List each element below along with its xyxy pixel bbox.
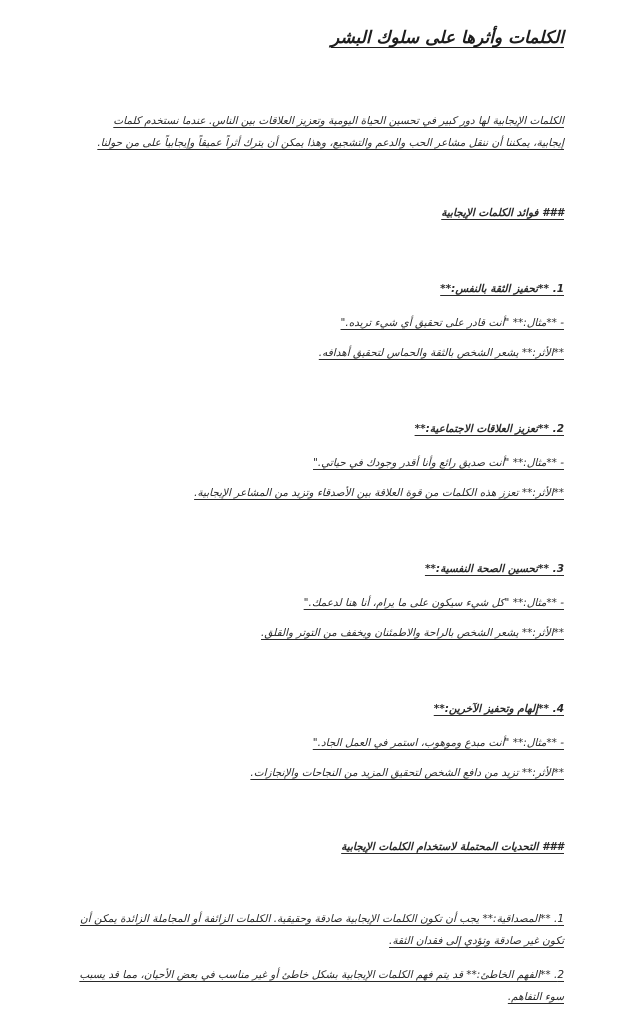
page-bottom-fade [0, 1006, 632, 1024]
benefit-2-example: - **مثال:** "أنت صديق رائع وأنا أقدر وجودك في حياتي." [313, 457, 564, 469]
intro-line-2: إيجابية، يمكننا أن ننقل مشاعر الحب والدعم والتشجيع، وهذا يمكن أن يترك أثراً عميقاً وإيجابياً على من حولنا. [97, 137, 564, 149]
benefits-heading: ### فوائد الكلمات الإيجابية [441, 207, 564, 219]
benefit-4-title: 4. **إلهام وتحفيز الآخرين:** [433, 703, 564, 715]
challenge-2-line-2: سوء التفاهم. [507, 991, 564, 1003]
benefit-4-example: - **مثال:** "أنت مبدع وموهوب، استمر في العمل الجاد." [312, 737, 564, 749]
challenges-heading: ### التحديات المحتملة لاستخدام الكلمات الإيجابية [341, 841, 564, 853]
challenge-2-line-1: 2. **الفهم الخاطئ:** قد يتم فهم الكلمات الإيجابية بشكل خاطئ أو غير مناسب في بعض الأحيان، مما قد يسبب [79, 969, 564, 981]
benefit-1-effect: **الأثر:** يشعر الشخص بالثقة والحماس لتحقيق أهدافه. [318, 347, 564, 359]
benefit-1-title: 1. **تحفيز الثقة بالنفس:** [440, 283, 564, 295]
benefit-3-title: 3. **تحسين الصحة النفسية:** [424, 563, 564, 575]
benefit-2-effect: **الأثر:** تعزز هذه الكلمات من قوة العلاقة بين الأصدقاء وتزيد من المشاعر الإيجابية. [194, 487, 564, 499]
benefit-1-example: - **مثال:** "أنت قادر على تحقيق أي شيء تريده." [340, 317, 564, 329]
benefit-2-title: 2. **تعزيز العلاقات الاجتماعية:** [414, 423, 564, 435]
benefit-3-example: - **مثال:** "كل شيء سيكون على ما يرام، أنا هنا لدعمك." [303, 597, 564, 609]
challenge-1-line-1: 1. **المصداقية:** يجب أن تكون الكلمات الإيجابية صادقة وحقيقية. الكلمات الزائفة أو المجاملة الزائدة يمكن أن [80, 913, 564, 925]
intro-line-1: الكلمات الإيجابية لها دور كبير في تحسين الحياة اليومية وتعزيز العلاقات بين الناس. عندما نستخدم كلمات [113, 115, 564, 127]
benefit-3-effect: **الأثر:** يشعر الشخص بالراحة والاطمئنان ويخفف من التوتر والقلق. [261, 627, 564, 639]
benefit-4-effect: **الأثر:** تزيد من دافع الشخص لتحقيق المزيد من النجاحات والإنجازات. [250, 767, 564, 779]
challenge-1-line-2: تكون غير صادقة وتؤدي إلى فقدان الثقة. [389, 935, 564, 947]
document-title: الكلمات وأثرها على سلوك البشر [331, 28, 564, 48]
